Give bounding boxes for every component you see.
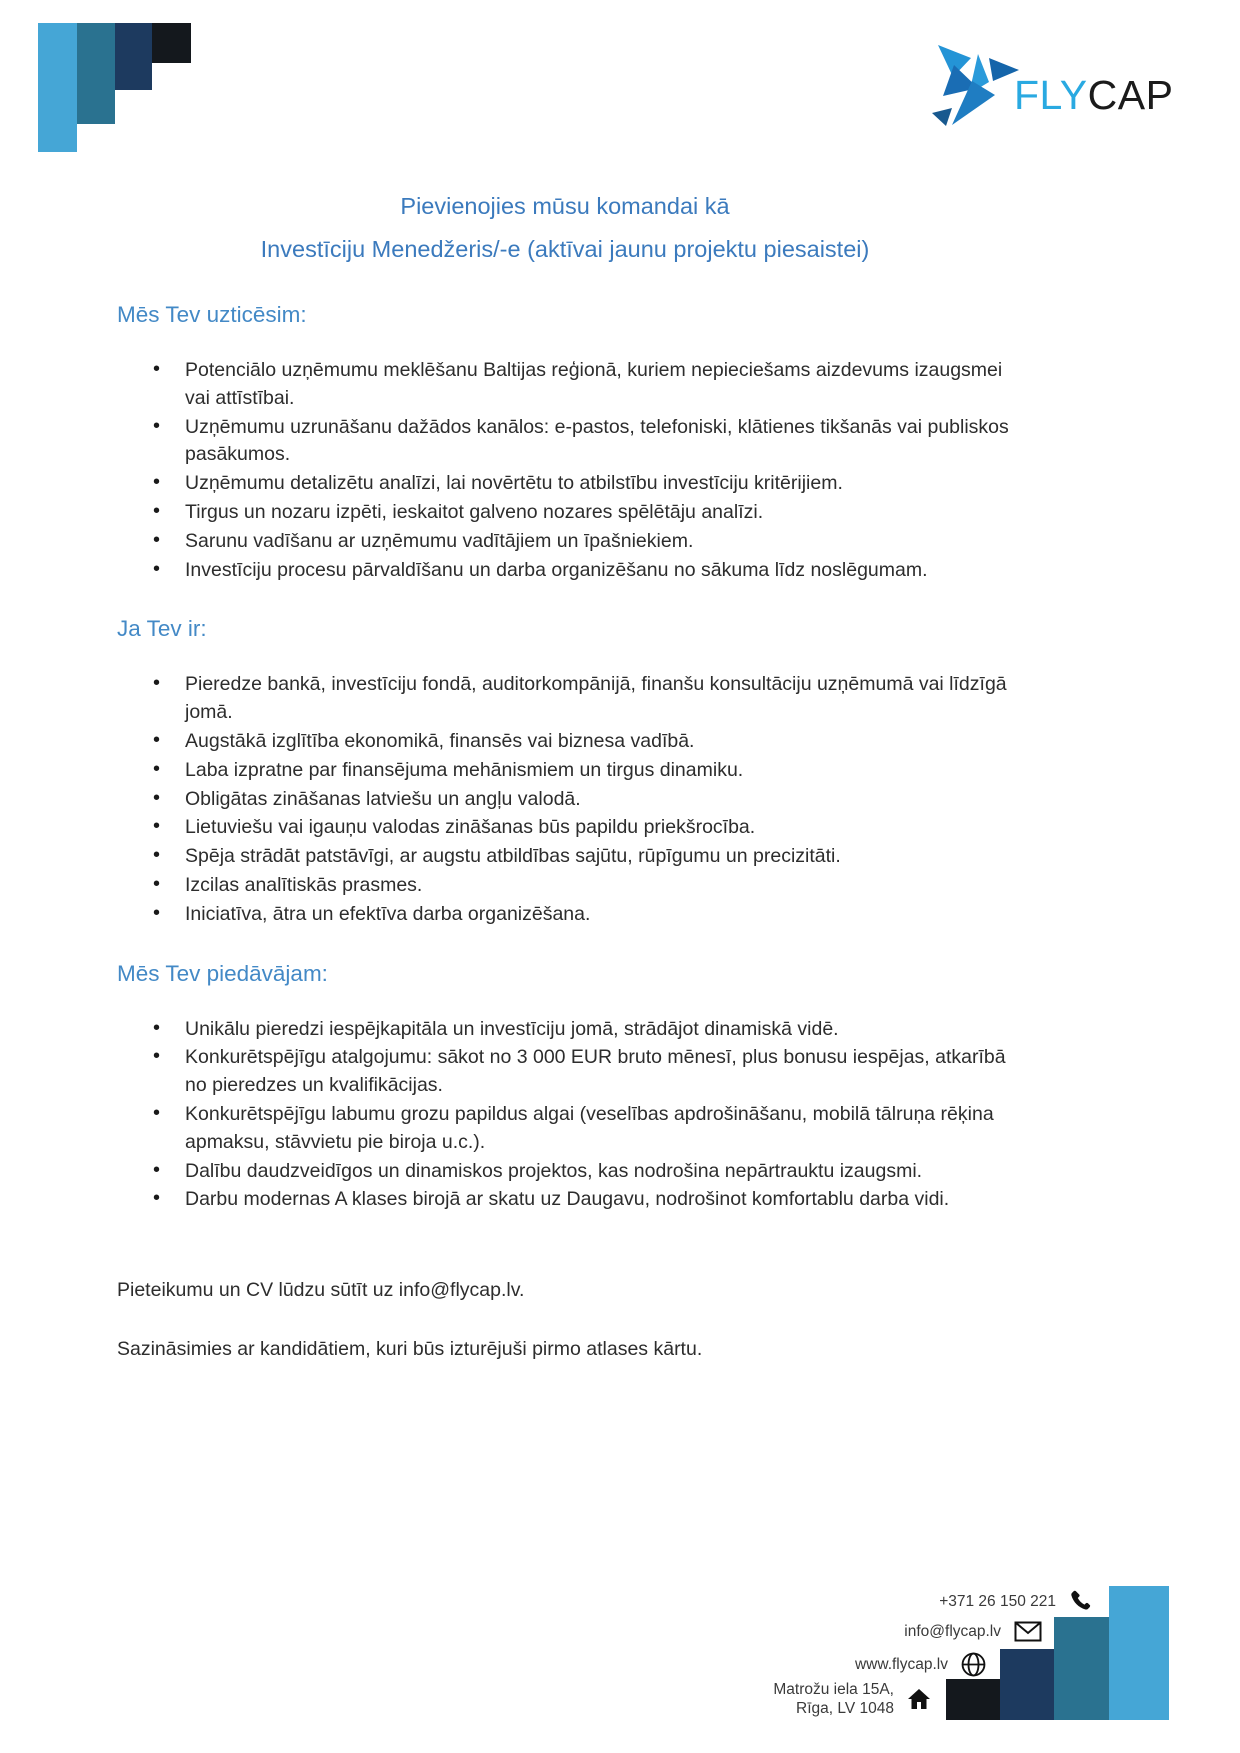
list-item: • Augstākā izglītība ekonomikā, finansēs vai biznesa vadībā. xyxy=(117,728,1013,756)
list-item: • Uzņēmumu uzrunāšanu dažādos kanālos: e-pastos, telefoniski, klātienes tikšanās vai publiskos pasākumos. xyxy=(117,414,1013,470)
deco-stair-top-left-teal xyxy=(77,23,115,124)
footer-email-row xyxy=(904,1621,1042,1642)
list-item: • Konkurētspējīgu atalgojumu: sākot no 3 000 EUR bruto mēnesī, plus bonusu iespējas, atkarībā no pieredzes un kvalifikācijas. xyxy=(117,1044,1013,1100)
origami-bird-icon xyxy=(926,44,1026,132)
list-item: • Darbu modernas A klases birojā ar skatu uz Daugavu, nodrošinot komfortablu darba vidi. xyxy=(117,1186,1013,1214)
requirements-list xyxy=(117,671,1013,928)
address-line1: Matrožu iela 15A, xyxy=(773,1681,894,1698)
deco-stair-bottom-right-navy xyxy=(1000,1649,1054,1720)
list-item: • Obligātas zināšanas latviešu un angļu valodā. xyxy=(117,786,1013,814)
page-title xyxy=(117,185,1013,271)
postal-address xyxy=(773,1680,894,1718)
list-item: • Investīciju procesu pārvaldīšanu un darba organizēšanu no sākuma līdz noslēgumam. xyxy=(117,557,1013,585)
section-heading-responsibilities: Mēs Tev uzticēsim: xyxy=(117,302,307,327)
envelope-icon xyxy=(1014,1621,1042,1642)
list-item: • Uzņēmumu detalizētu analīzi, lai novērtētu to atbilstību investīciju kritērijiem. xyxy=(117,470,1013,498)
list-item: • Izcilas analītiskās prasmes. xyxy=(117,872,1013,900)
list-item: • Tirgus un nozaru izpēti, ieskaitot galveno nozares spēlētāju analīzi. xyxy=(117,499,1013,527)
list-item: • Sarunu vadīšanu ar uzņēmumu vadītājiem un īpašniekiem. xyxy=(117,528,1013,556)
list-item: • Pieredze bankā, investīciju fondā, auditorkompānijā, finanšu konsultāciju uzņēmumā vai līdzīgā jomā. xyxy=(117,671,1013,727)
page-title-line2: Investīciju Menedžeris/-e (aktīvai jaunu projektu piesaistei) xyxy=(260,236,870,262)
list-item: • Dalību daudzveidīgos un dinamiskos projektos, kas nodrošina nepārtrauktu izaugsmi. xyxy=(117,1158,1013,1186)
deco-stair-bottom-right-black xyxy=(946,1679,1000,1720)
logo-wordmark xyxy=(1014,72,1173,119)
offer-list xyxy=(117,1016,1013,1215)
logo-fly-text: FLY xyxy=(1014,72,1088,118)
list-item: • Potenciālo uzņēmumu meklēšanu Baltijas reģionā, kuriem nepieciešams aizdevums izaugsmei vai attīstībai. xyxy=(117,357,1013,413)
page-title-line1: Pievienojies mūsu komandai kā xyxy=(400,193,730,219)
list-item: • Lietuviešu vai igauņu valodas zināšanas būs papildu priekšrocība. xyxy=(117,814,1013,842)
footer-website-row xyxy=(855,1652,986,1677)
document-body xyxy=(117,185,1013,1363)
list-item: • Laba izpratne par finansējuma mehānismiem un tirgus dinamiku. xyxy=(117,757,1013,785)
deco-stair-bottom-right-teal xyxy=(1054,1617,1109,1720)
closing-apply-paragraph: Pieteikumu un CV lūdzu sūtīt uz info@flycap.lv. xyxy=(117,1279,525,1302)
responsibilities-list xyxy=(117,357,1013,584)
deco-stair-top-left-lightblue xyxy=(38,23,77,152)
globe-icon xyxy=(961,1652,986,1677)
closing-selection-paragraph: Sazināsimies ar kandidātiem, kuri būs izturējuši pirmo atlases kārtu. xyxy=(117,1338,703,1361)
deco-stair-bottom-right-lightblue xyxy=(1109,1586,1169,1720)
list-item: • Iniciatīva, ātra un efektīva darba organizēšana. xyxy=(117,901,1013,929)
phone-number: +371 26 150 221 xyxy=(939,1592,1056,1610)
list-item: • Unikālu pieredzi iespējkapitāla un investīciju jomā, strādājot dinamiskā vidē. xyxy=(117,1016,1013,1044)
section-heading-requirements: Ja Tev ir: xyxy=(117,616,207,642)
logo-cap-text: CAP xyxy=(1087,72,1174,118)
footer-phone-row xyxy=(939,1588,1095,1614)
website-url[interactable]: www.flycap.lv xyxy=(854,1656,948,1673)
deco-stair-top-left-navy xyxy=(115,23,152,90)
list-item: • Spēja strādāt patstāvīgi, ar augstu atbildības sajūtu, rūpīgumu un precizitāti. xyxy=(117,843,1013,871)
flycap-logo xyxy=(926,42,1186,134)
home-icon xyxy=(907,1688,931,1710)
footer-address-row xyxy=(773,1680,931,1718)
deco-stair-top-left-black xyxy=(152,23,191,63)
section-heading-offer: Mēs Tev piedāvājam: xyxy=(117,960,328,986)
email-address[interactable]: info@flycap.lv xyxy=(904,1623,1001,1640)
phone-icon xyxy=(1069,1588,1095,1614)
address-line2: Rīga, LV 1048 xyxy=(796,1700,894,1717)
list-item: • Konkurētspējīgu labumu grozu papildus algai (veselības apdrošināšanu, mobilā tālruņa rēķina apmaksu, stāvvietu pie biroja u.c.). xyxy=(117,1101,1013,1157)
